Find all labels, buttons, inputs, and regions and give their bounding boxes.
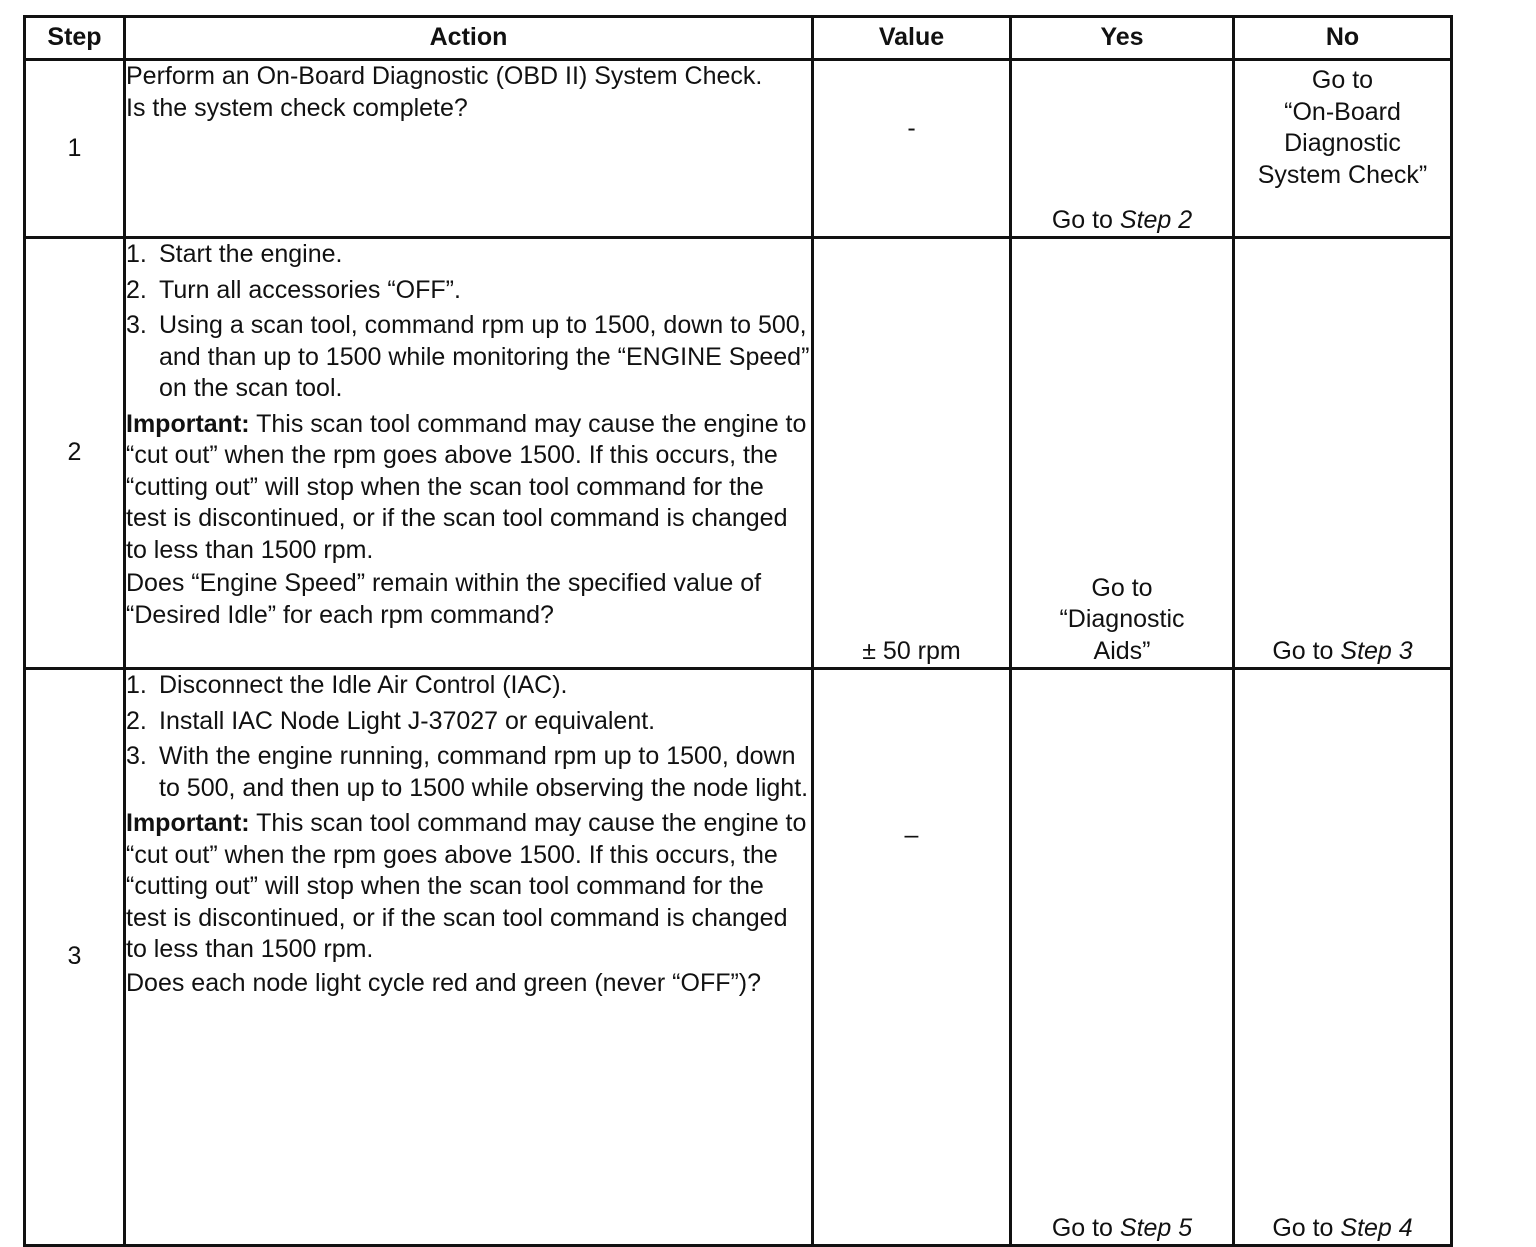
no-step-link[interactable]: Step 3 [1340,636,1413,665]
list-item [126,239,811,271]
item-text: Using a scan tool, command rpm up to 1500, down to 500, and than up to 1500 while monitoring the “ENGINE Speed” on the scan tool. [159,311,810,402]
table-row-step-2 [25,238,1452,669]
no-prefix: Go to [1272,1213,1341,1242]
question-text: Is the system check complete? [126,93,468,122]
important-note [126,409,811,567]
important-label: Important: [126,409,250,438]
yes-step-link[interactable]: Step 5 [1119,1213,1193,1242]
header-no: No [1234,17,1452,60]
value-cell: - [813,60,1011,238]
no-cell [1234,238,1452,669]
action-cell [125,60,813,238]
item-text: Start the engine. [159,240,343,268]
step-number: 3 [25,669,125,1246]
yes-line: Go to [1091,573,1153,602]
item-number: 1. [126,671,147,699]
yes-step-link[interactable]: Step 2 [1119,205,1193,234]
header-step: Step [25,17,125,60]
action-text: Perform an On-Board Diagnostic (OBD II) System Check. [126,62,763,90]
no-cell [1234,60,1452,238]
header-row [25,17,1452,60]
item-number: 2. [126,706,147,735]
item-number: 3. [126,742,147,770]
item-number: 1. [126,240,147,268]
step-number: 1 [25,60,125,238]
yes-line[interactable]: “Diagnostic [1059,605,1185,633]
action-cell [125,669,813,1246]
yes-cell [1011,60,1234,238]
table-row-step-3 [25,669,1452,1246]
header-yes: Yes [1011,17,1234,60]
item-text: With the engine running, command rpm up to 1500, down to 500, and then up to 1500 while observing the node light. [159,742,809,802]
item-text: Turn all accessories “OFF”. [159,275,461,304]
no-line[interactable]: “On-Board [1284,97,1401,126]
item-text: Install IAC Node Light J-37027 or equivalent. [159,706,656,735]
list-item [126,670,811,702]
list-item [126,706,811,738]
no-step-link[interactable]: Step 4 [1340,1213,1413,1242]
yes-cell [1011,238,1234,669]
list-item [126,741,811,804]
important-note [126,808,811,966]
question-text: Does each node light cycle red and green (never “OFF”)? [126,968,762,997]
important-label: Important: [126,809,250,837]
header-action: Action [125,17,813,60]
table-row-step-1 [25,60,1452,238]
yes-prefix: Go to [1051,1213,1120,1242]
procedure-list [126,239,811,405]
list-item [126,310,811,405]
question-text: Does “Engine Speed” remain within the specified value of “Desired Idle” for each rpm command? [126,569,762,629]
value-cell: – [813,669,1011,1246]
diagnostic-table [23,15,1453,1247]
yes-cell [1011,669,1234,1246]
no-cell [1234,669,1452,1246]
important-text: This scan tool command may cause the engine to “cut out” when the rpm goes above 1500. If this occurs, the “cutting out” will stop when the scan tool command for the test is discontinued, or if the scan tool command is changed to less than 1500 rpm. [126,409,807,564]
yes-line[interactable]: Aids” [1093,636,1151,665]
no-line[interactable]: System Check” [1257,160,1428,189]
action-cell [125,238,813,669]
yes-prefix: Go to [1051,205,1120,234]
item-number: 2. [126,275,147,304]
important-text: This scan tool command may cause the engine to “cut out” when the rpm goes above 1500. If this occurs, the “cutting out” will stop when the scan tool command for the test is discontinued, or if the scan tool command is changed to less than 1500 rpm. [126,809,807,963]
no-prefix: Go to [1272,636,1341,665]
list-item [126,275,811,307]
item-text: Disconnect the Idle Air Control (IAC). [159,671,568,699]
header-value: Value [813,17,1011,60]
no-line[interactable]: Diagnostic [1284,129,1401,157]
item-number: 3. [126,311,147,339]
procedure-list [126,670,811,804]
step-number: 2 [25,238,125,669]
value-cell: ± 50 rpm [813,238,1011,669]
no-line: Go to [1311,66,1374,94]
